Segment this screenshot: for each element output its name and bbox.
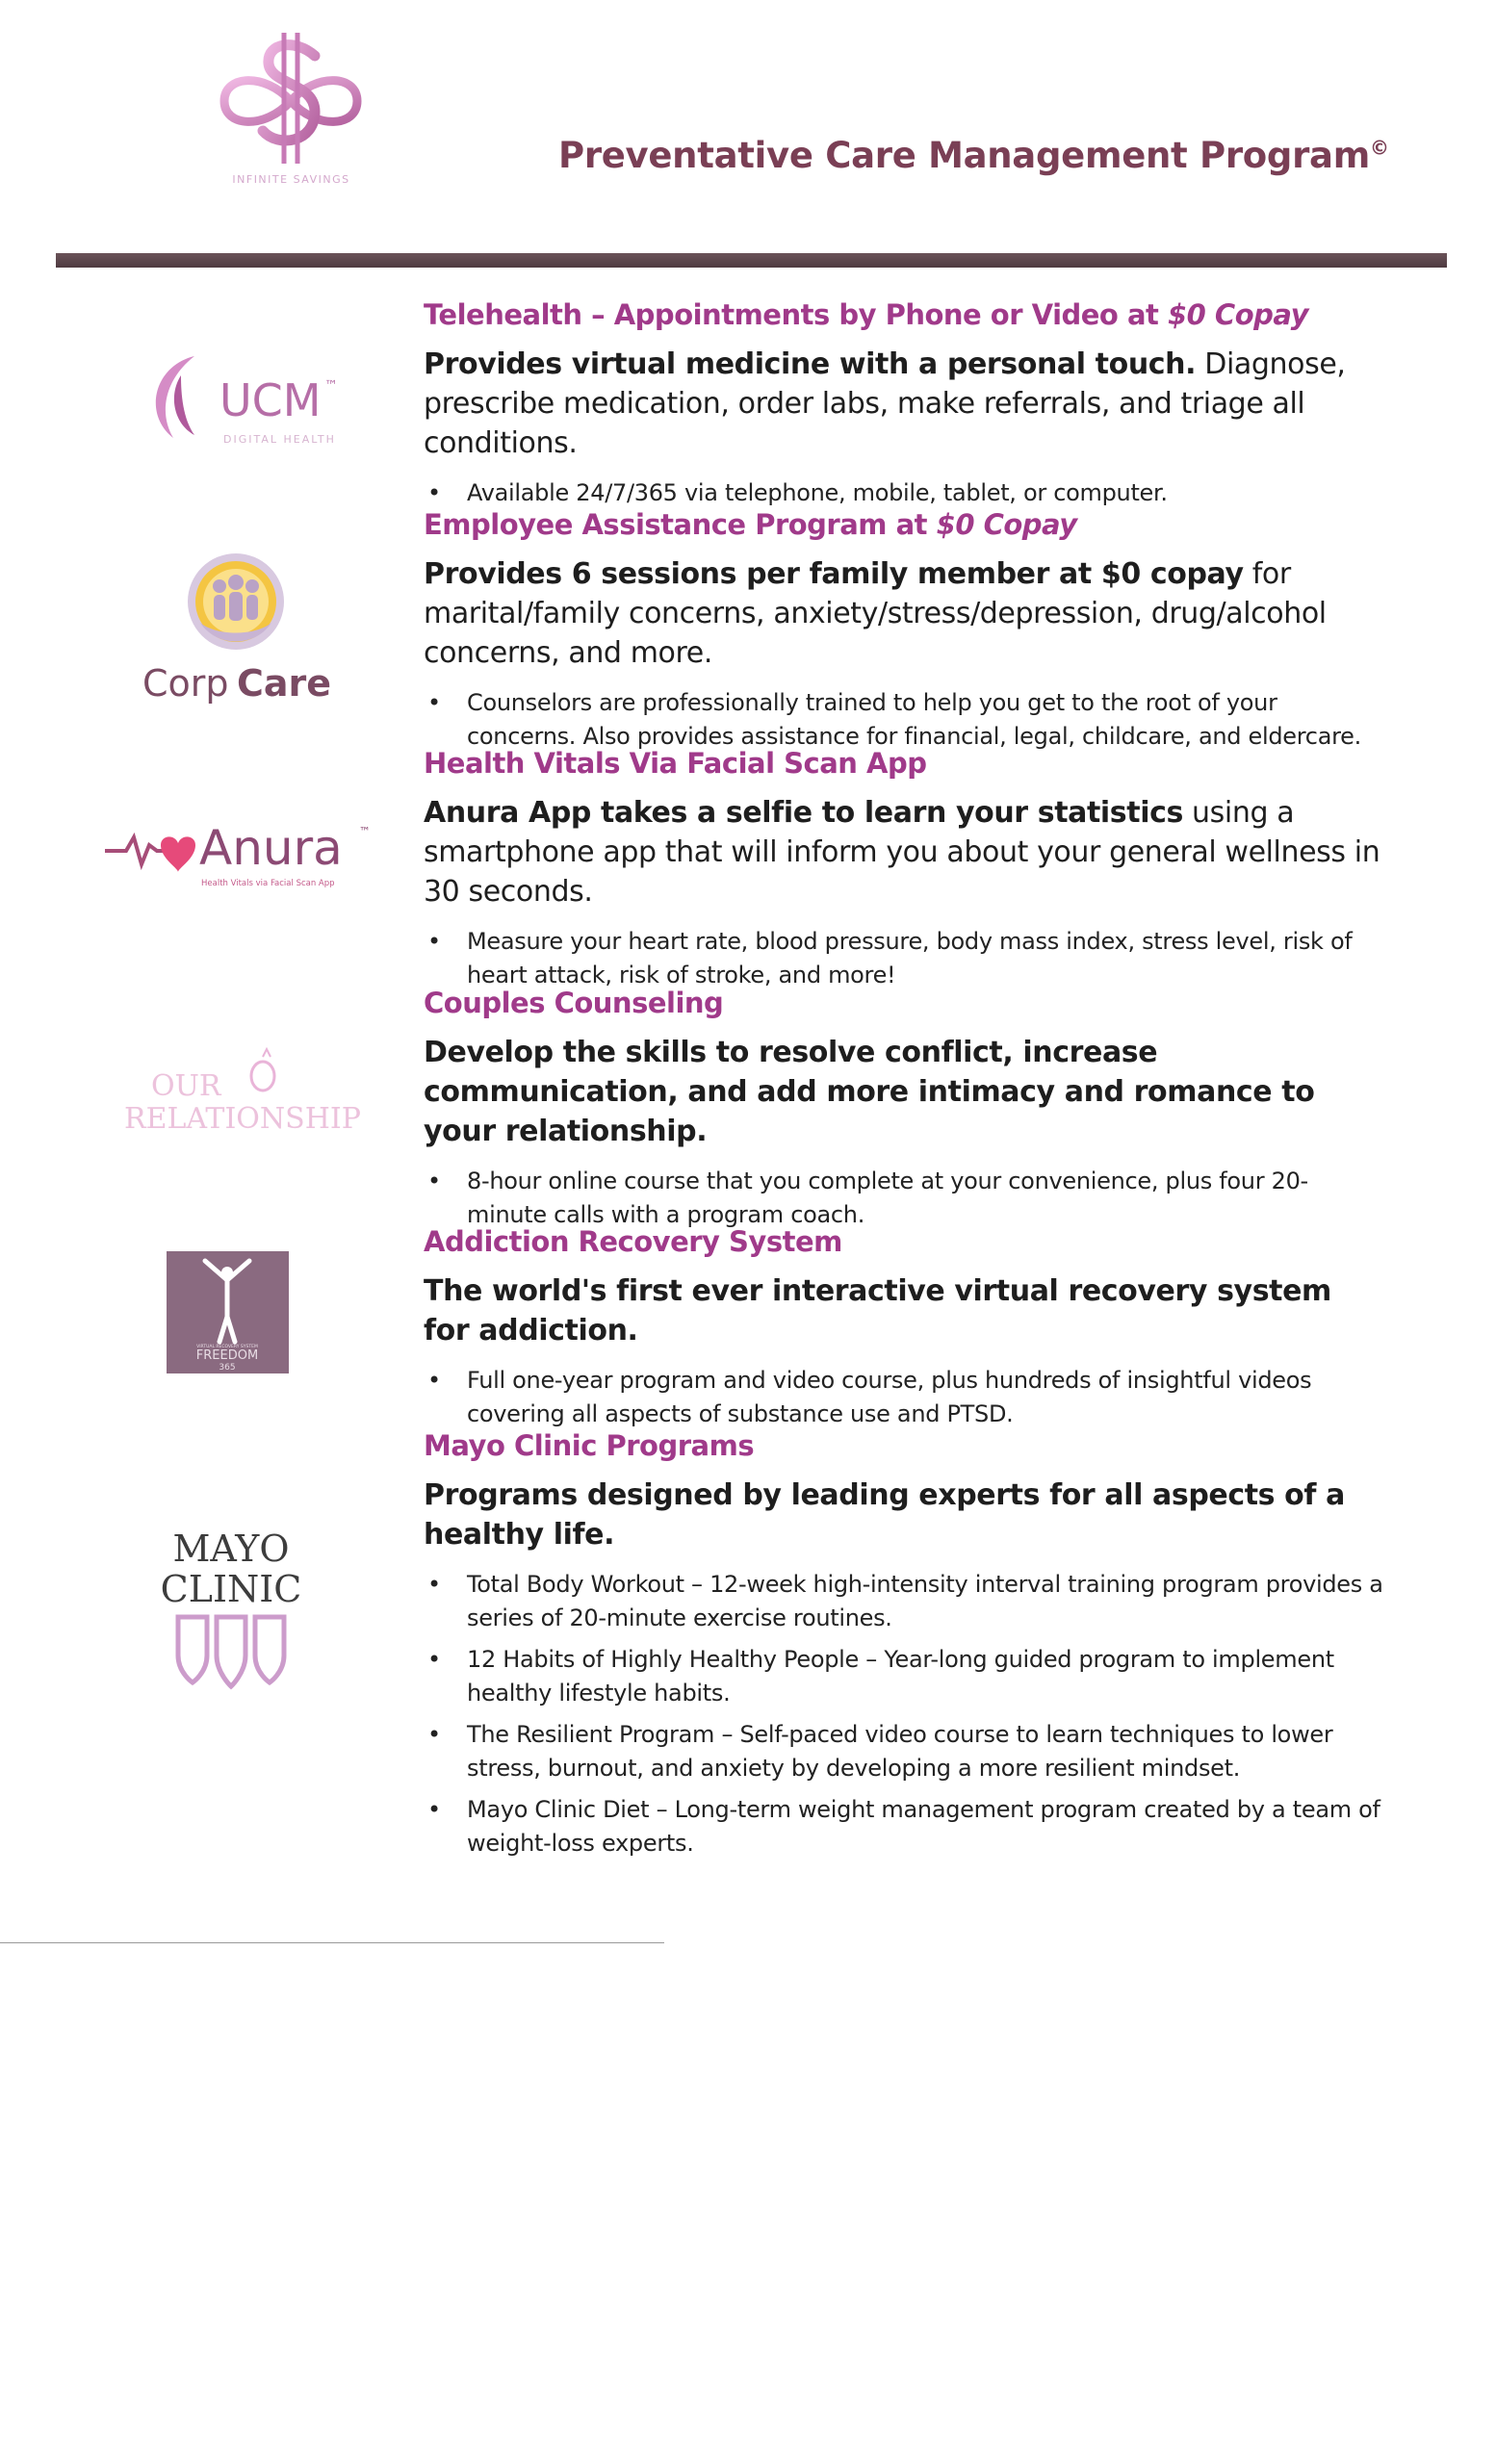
section-title bbox=[424, 1225, 1386, 1258]
ucm-swoosh-icon bbox=[135, 346, 366, 452]
lead-bold: Provides 6 sessions per family member at $0 copay bbox=[424, 557, 1244, 591]
section-title bbox=[424, 987, 1386, 1019]
infinity-dollar-icon bbox=[207, 29, 375, 173]
section-title bbox=[424, 1429, 1386, 1462]
header-divider bbox=[56, 253, 1447, 268]
ucm-wordmark: UCM bbox=[219, 374, 322, 426]
section-addiction-recovery bbox=[424, 1225, 1386, 1439]
copyright-mark: © bbox=[1369, 136, 1389, 160]
section-title-text: Addiction Recovery System bbox=[424, 1225, 842, 1258]
section-title-text: Employee Assistance Program at bbox=[424, 508, 937, 541]
corpcare-logo bbox=[135, 553, 356, 707]
section-couples-counseling bbox=[424, 987, 1386, 1240]
mayo-shields-icon bbox=[149, 1521, 313, 1704]
anura-tm: ™ bbox=[359, 825, 371, 838]
bullet-list bbox=[424, 686, 1386, 754]
page-title bbox=[558, 135, 1389, 176]
section-telehealth bbox=[424, 298, 1386, 518]
section-lead bbox=[424, 793, 1386, 911]
lead-rest: for marital/family concerns, anxiety/stress/depression, drug/alcohol concerns, and more. bbox=[424, 557, 1327, 670]
freedom-line2: 365 bbox=[219, 1363, 236, 1373]
bullet-item: • 8-hour online course that you complete at your convenience, plus four 20-minute calls with a program coach. bbox=[424, 1165, 1386, 1232]
lead-bold: Anura App takes a selfie to learn your statistics bbox=[424, 796, 1183, 830]
section-title-text: Health Vitals Via Facial Scan App bbox=[424, 747, 927, 780]
section-employee-assistance bbox=[424, 508, 1386, 761]
section-mayo-clinic bbox=[424, 1429, 1386, 1868]
bullet-item: • Full one-year program and video course, plus hundreds of insightful videos covering all aspects of substance use and PTSD. bbox=[424, 1364, 1386, 1431]
bullet-list bbox=[424, 1364, 1386, 1431]
anura-logo bbox=[101, 808, 380, 895]
section-lead bbox=[424, 1033, 1386, 1151]
our-relationship-logo bbox=[120, 1040, 371, 1136]
lead-bold: Develop the skills to resolve conflict, increase communication, and add more intimacy and romance to your relationship. bbox=[424, 1036, 1315, 1148]
freedom-365-logo bbox=[167, 1251, 289, 1373]
relationship-line1: OUR bbox=[151, 1069, 221, 1103]
bullet-item: • Mayo Clinic Diet – Long-term weight management program created by a team of weight-loss experts. bbox=[424, 1793, 1386, 1861]
lead-rest: Diagnose, prescribe medication, order labs, make referrals, and triage all conditions. bbox=[424, 347, 1346, 460]
bullet-list bbox=[424, 1165, 1386, 1232]
corpcare-word-care: Care bbox=[237, 662, 332, 705]
section-title bbox=[424, 508, 1386, 541]
bullet-item: • 12 Habits of Highly Healthy People – Year-long guided program to implement healthy lifestyle habits. bbox=[424, 1643, 1386, 1710]
footer-divider bbox=[0, 1942, 664, 1943]
mayo-clinic-logo bbox=[149, 1521, 313, 1704]
bullet-list bbox=[424, 476, 1386, 510]
bullet-list bbox=[424, 925, 1386, 992]
section-health-vitals bbox=[424, 747, 1386, 1000]
anura-heartbeat-icon bbox=[101, 808, 380, 895]
corpcare-word-corp: Corp bbox=[142, 662, 229, 705]
freedom-figure-icon bbox=[167, 1251, 289, 1373]
section-lead bbox=[424, 1476, 1386, 1554]
corpcare-people-icon bbox=[135, 553, 356, 707]
lead-bold: Provides virtual medicine with a personal touch. bbox=[424, 347, 1197, 381]
anura-subtitle: Health Vitals via Facial Scan App bbox=[201, 879, 335, 888]
lead-bold: The world's first ever interactive virtual recovery system for addiction. bbox=[424, 1274, 1331, 1348]
infinite-savings-logo bbox=[207, 29, 375, 192]
section-title-emphasis: $0 Copay bbox=[1167, 298, 1308, 331]
bullet-item: • Measure your heart rate, blood pressure, body mass index, stress level, risk of heart attack, risk of stroke, and more! bbox=[424, 925, 1386, 992]
relationship-ring-icon bbox=[120, 1040, 371, 1136]
ucm-subtitle: DIGITAL HEALTH bbox=[223, 433, 336, 446]
ucm-tm: ™ bbox=[324, 378, 338, 394]
bullet-item: • The Resilient Program – Self-paced video course to learn techniques to lower stress, burnout, and anxiety by developing a more resilient mindset. bbox=[424, 1718, 1386, 1785]
bullet-item: • Counselors are professionally trained to help you get to the root of your concerns. Also provides assistance for financial, legal, childcare, and eldercare. bbox=[424, 686, 1386, 754]
bullet-list bbox=[424, 1568, 1386, 1861]
lead-rest: using a smartphone app that will inform you about your general wellness in 30 seconds. bbox=[424, 796, 1380, 909]
section-title bbox=[424, 298, 1386, 331]
section-lead bbox=[424, 345, 1386, 463]
section-title-emphasis: $0 Copay bbox=[936, 508, 1077, 541]
section-title bbox=[424, 747, 1386, 780]
section-title-text: Couples Counseling bbox=[424, 987, 724, 1019]
freedom-line1: FREEDOM bbox=[195, 1348, 259, 1363]
ucm-logo bbox=[135, 346, 366, 452]
anura-wordmark: Anura bbox=[199, 820, 343, 876]
bullet-item: • Available 24/7/365 via telephone, mobile, tablet, or computer. bbox=[424, 476, 1386, 510]
relationship-line2: RELATIONSHIP bbox=[124, 1102, 361, 1136]
freedom-small-text: VIRTUAL RECOVERY SYSTEM bbox=[196, 1345, 258, 1349]
section-lead bbox=[424, 554, 1386, 673]
section-title-text: Mayo Clinic Programs bbox=[424, 1429, 755, 1462]
lead-bold: Programs designed by leading experts for all aspects of a healthy life. bbox=[424, 1478, 1345, 1552]
section-lead bbox=[424, 1271, 1386, 1350]
page-title-text: Preventative Care Management Program bbox=[558, 135, 1370, 176]
bullet-item: • Total Body Workout – 12-week high-intensity interval training program provides a series of 20-minute exercise routines. bbox=[424, 1568, 1386, 1635]
logo-tagline: INFINITE SAVINGS bbox=[232, 173, 350, 186]
mayo-line2: CLINIC bbox=[160, 1568, 302, 1610]
header bbox=[0, 0, 1496, 260]
section-title-text: Telehealth – Appointments by Phone or Video at bbox=[424, 298, 1168, 331]
mayo-line1: MAYO bbox=[172, 1527, 290, 1570]
